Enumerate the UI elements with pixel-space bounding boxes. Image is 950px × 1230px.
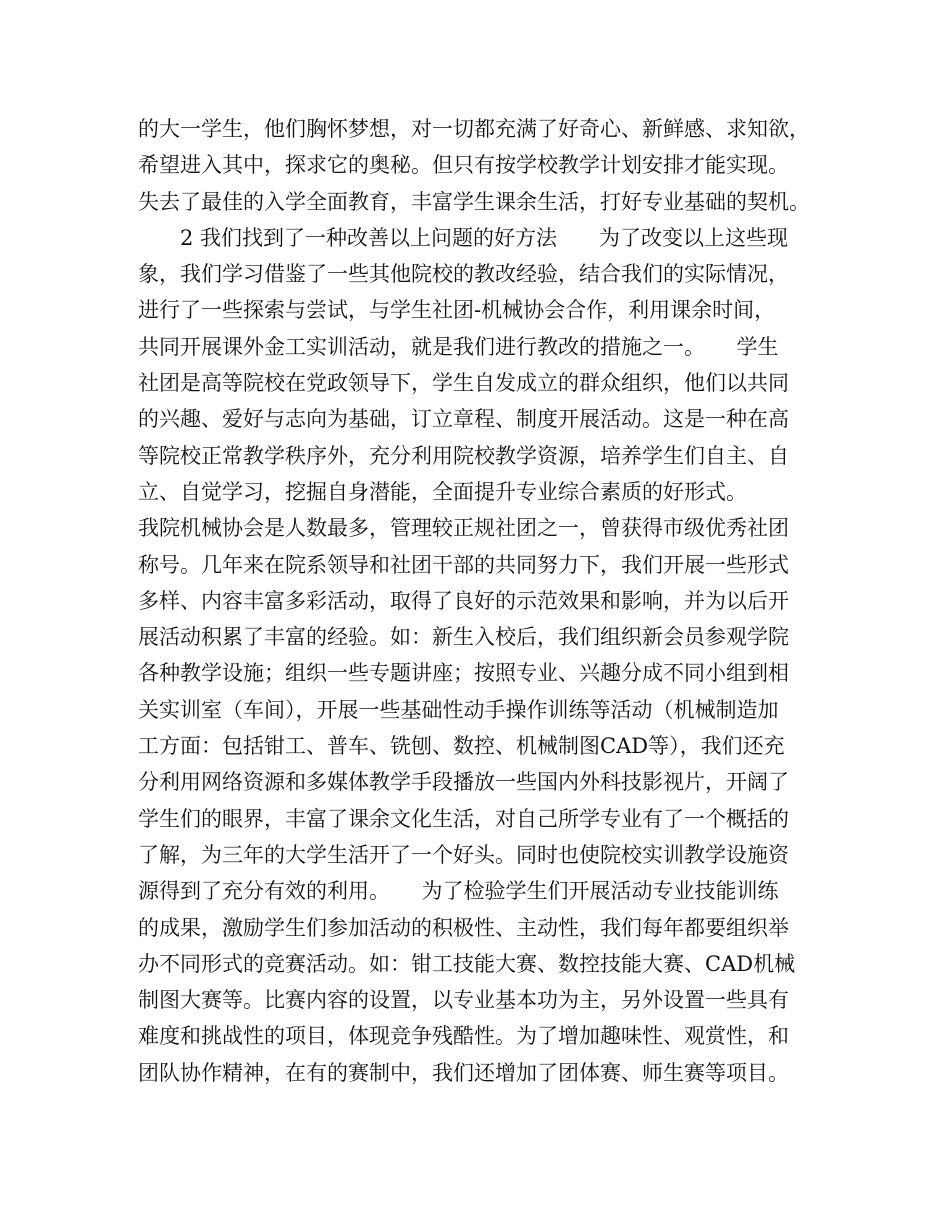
text-line: 办不同形式的竞赛活动。如：钳工技能大赛、数控技能大赛、CAD机械 [138, 951, 796, 976]
text-line: 多样、内容丰富多彩活动，取得了良好的示范效果和影响，并为以后开 [138, 588, 789, 613]
text-line: 各种教学设施；组织一些专题讲座；按照专业、兴趣分成不同小组到相 [138, 661, 789, 686]
text-line: 难度和挑战性的项目，体现竞争残酷性。为了增加趣味性、观赏性，和 [138, 1024, 789, 1049]
body-text [138, 111, 828, 1091]
text-line: 关实训室（车间），开展一些基础性动手操作训练等活动（机械制造加 [138, 697, 779, 722]
text-line: 立、自觉学习，挖掘自身潜能，全面提升专业综合素质的好形式。 [138, 479, 747, 504]
text-line: 制图大赛等。比赛内容的设置，以专业基本功为主，另外设置一些具有 [138, 988, 789, 1013]
text-line: 称号。几年来在院系领导和社团干部的共同努力下，我们开展一些形式 [138, 552, 789, 577]
text-line: 2 我们找到了一种改善以上问题的好方法 为了改变以上这些现 [138, 225, 789, 250]
text-line: 等院校正常教学秩序外，充分利用院校教学资源，培养学生们自主、自 [138, 443, 789, 468]
text-line: 的兴趣、爱好与志向为基础，订立章程、制度开展活动。这是一种在高 [138, 407, 789, 432]
text-line: 学生们的眼界，丰富了课余文化生活，对自己所学专业有了一个概括的 [138, 806, 789, 831]
text-line: 象，我们学习借鉴了一些其他院校的教改经验，结合我们的实际情况， [138, 262, 789, 287]
text-line: 进行了一些探索与尝试，与学生社团-机械协会合作，利用课余时间， [138, 298, 776, 323]
text-line: 的大一学生，他们胸怀梦想，对一切都充满了好奇心、新鲜感、求知欲， [138, 117, 810, 141]
text-line: 了解，为三年的大学生活开了一个好头。同时也使院校实训教学设施资 [138, 842, 789, 867]
text-line: 展活动积累了丰富的经验。如：新生入校后，我们组织新会员参观学院 [138, 625, 789, 650]
text-line: 工方面：包括钳工、普车、铣刨、数控、机械制图CAD等），我们还充 [138, 734, 785, 759]
text-line: 共同开展课外金工实训活动，就是我们进行教改的措施之一。 学生 [138, 334, 779, 359]
text-line: 社团是高等院校在党政领导下，学生自发成立的群众组织，他们以共同 [138, 371, 789, 396]
text-line: 我院机械协会是人数最多，管理较正规社团之一，曾获得市级优秀社团 [138, 516, 789, 541]
text-line: 希望进入其中，探求它的奥秘。但只有按学校教学计划安排才能实现。 [138, 153, 789, 178]
text-line: 源得到了充分有效的利用。 为了检验学生们开展活动专业技能训练 [138, 879, 779, 904]
text-line: 团队协作精神，在有的赛制中，我们还增加了团体赛、师生赛等项目。 [138, 1060, 789, 1085]
text-line: 失去了最佳的入学全面教育，丰富学生课余生活，打好专业基础的契机。 [138, 189, 810, 214]
text-line: 的成果，激励学生们参加活动的积极性、主动性，我们每年都要组织举 [138, 915, 789, 940]
text-line: 分利用网络资源和多媒体教学手段播放一些国内外科技影视片，开阔了 [138, 770, 789, 795]
